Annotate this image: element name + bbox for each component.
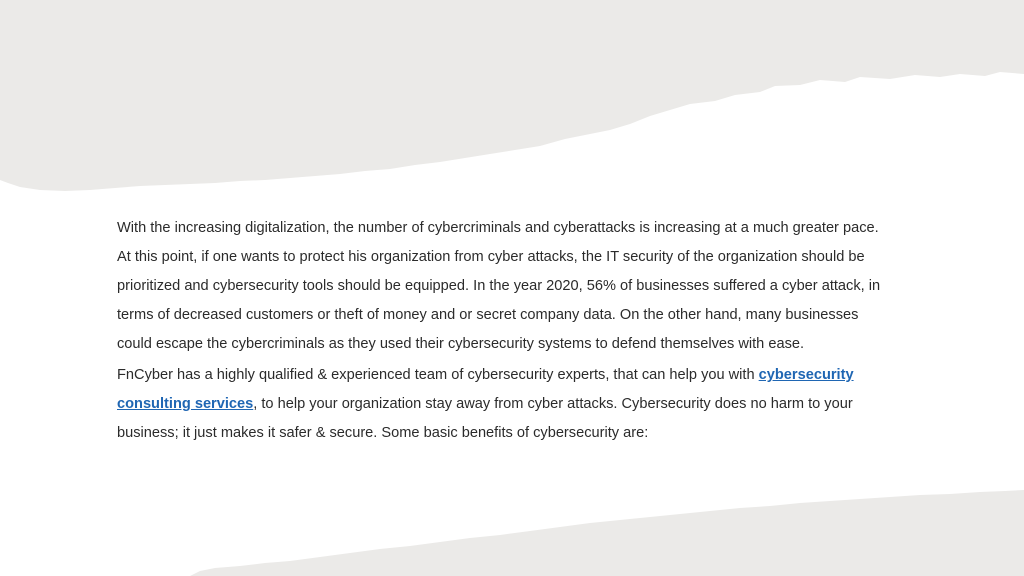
cybersecurity-consulting-link[interactable]: cybersecurity consulting services <box>117 367 854 412</box>
torn-paper-bottom <box>190 490 1024 576</box>
paragraph-intro: With the increasing digitalization, the number of cybercriminals and cyberattacks is increasing at a much greater pace. At this point, if one wants to protect his organization from cyber attacks, the IT security of the organization should be prioritized and cybersecurity tools should be equipped. In the year 2020, 56% of businesses suffered a cyber attack, in terms of decreased customers or theft of money and or secret company data. On the other hand, many businesses could escape the cybercriminals as they used their cybersecurity systems to defend themselves with ease. <box>117 220 881 352</box>
torn-paper-top <box>0 0 1024 191</box>
paragraph-fncyber-end: , to help your organization stay away from cyber attacks. Cybersecurity does no harm to your business; it just makes it safer & secure. Some basic benefits of cybersecurity are: <box>117 396 853 441</box>
body-text <box>117 214 887 448</box>
paragraph-fncyber <box>117 361 887 448</box>
paragraph-fncyber-start: FnCyber has a highly qualified & experienced team of cybersecurity experts, that can help you with <box>117 367 759 383</box>
